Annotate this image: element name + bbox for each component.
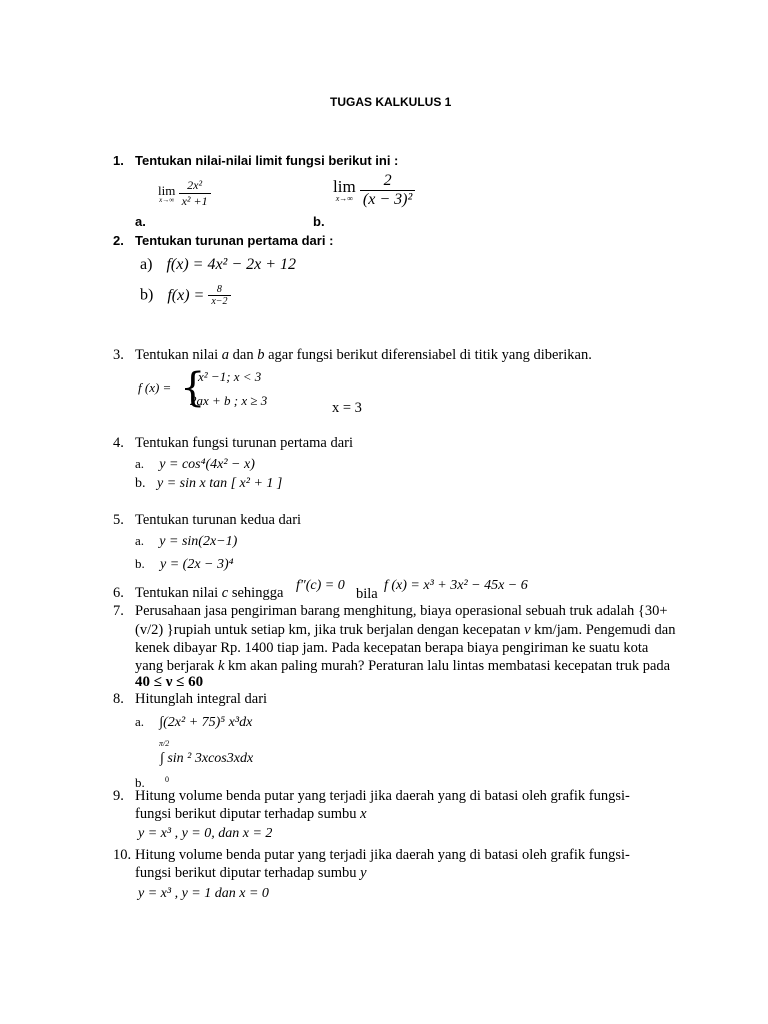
question-1-text: Tentukan nilai-nilai limit fungsi berikut ini : bbox=[135, 153, 399, 168]
question-10-text-2: fungsi berikut diputar terhadap sumbu bbox=[135, 865, 361, 881]
question-1b-formula bbox=[333, 172, 415, 209]
question-6-condition: f″(c) = 0 bbox=[296, 578, 345, 593]
question-5a bbox=[135, 533, 237, 550]
axis-y: y bbox=[360, 865, 367, 881]
question-6-function: f (x) = x³ + 3x² − 45x − 6 bbox=[384, 578, 528, 593]
question-10-formula: y = x³ , y = 1 dan x = 0 bbox=[138, 886, 269, 901]
question-5b-label: b. bbox=[135, 556, 145, 571]
question-7-line-4 bbox=[135, 658, 670, 675]
fraction-denominator-1a: x² +1 bbox=[181, 194, 208, 208]
question-7-text-4a: yang berjarak bbox=[135, 658, 218, 674]
question-4b-formula: y = sin x tan [ x² + 1 ] bbox=[157, 476, 283, 491]
question-3-point: x = 3 bbox=[332, 400, 362, 416]
question-9-line-1 bbox=[113, 788, 630, 805]
variable-c: c bbox=[221, 585, 229, 601]
question-4a bbox=[135, 456, 255, 473]
question-5b-formula: y = (2x − 3)⁴ bbox=[160, 557, 234, 572]
question-3-text-2: dan bbox=[229, 347, 258, 363]
limit-subscript-a: x→∞ bbox=[159, 195, 175, 204]
question-1a-formula bbox=[158, 178, 211, 209]
question-5b bbox=[135, 556, 234, 573]
question-7-line-2 bbox=[135, 622, 676, 639]
variable-a: a bbox=[221, 347, 230, 363]
question-9-text-2: fungsi berikut diputar terhadap sumbu bbox=[135, 806, 361, 822]
question-4-text: Tentukan fungsi turunan pertama dari bbox=[135, 435, 354, 451]
question-7-number: 7. bbox=[113, 603, 124, 619]
question-4b-label: b. bbox=[135, 476, 146, 491]
variable-v: v bbox=[524, 622, 531, 638]
question-1a-label: a. bbox=[135, 214, 146, 229]
limit-symbol-b: lim bbox=[333, 177, 356, 196]
question-4 bbox=[113, 435, 353, 452]
question-6-text-3: bila bbox=[356, 586, 378, 602]
question-2-text: Tentukan turunan pertama dari : bbox=[135, 233, 334, 248]
question-9-number: 9. bbox=[113, 788, 124, 804]
question-6-text-1: Tentukan nilai bbox=[135, 585, 222, 601]
question-5-text: Tentukan turunan kedua dari bbox=[135, 512, 302, 528]
question-2b-label: b) bbox=[140, 286, 154, 304]
question-2a-formula: f(x) = 4x² − 2x + 12 bbox=[166, 256, 297, 273]
axis-x: x bbox=[360, 806, 367, 822]
piecewise-case-2: 2ax + b ; x ≥ 3 bbox=[190, 393, 268, 408]
question-8a-label: a. bbox=[135, 714, 145, 729]
fraction-numerator-1a: 2x² bbox=[179, 178, 211, 194]
question-2b-lhs: f(x) = bbox=[167, 286, 205, 304]
question-10-number: 10. bbox=[113, 847, 132, 863]
piecewise-lhs: f (x) = bbox=[138, 380, 172, 395]
question-10-text-1: Hitung volume benda putar yang terjadi jika daerah yang di batasi oleh grafik fungsi- bbox=[135, 847, 630, 863]
question-8b-formula: ∫ sin ² 3xcos3xdx bbox=[160, 751, 254, 766]
question-7-text-2b: km/jam. Pengemudi dan bbox=[530, 622, 676, 638]
question-1b-label: b. bbox=[313, 214, 325, 229]
question-2a-label: a) bbox=[140, 256, 153, 273]
question-4a-formula: y = cos⁴(4x² − x) bbox=[159, 457, 255, 472]
integral-lower-limit: 0 bbox=[165, 775, 169, 784]
question-2-number: 2. bbox=[113, 233, 124, 248]
question-6-text-2: sehingga bbox=[228, 585, 284, 601]
question-2 bbox=[113, 233, 333, 248]
question-7-text-1: Perusahaan jasa pengiriman barang menghitung, biaya operasional sebuah truk adalah {30+ bbox=[135, 603, 668, 619]
variable-b: b bbox=[257, 347, 265, 363]
page-title: TUGAS KALKULUS 1 bbox=[330, 95, 452, 109]
integral-upper-limit: π/2 bbox=[159, 739, 170, 748]
question-3-text-3: agar fungsi berikut diferensiabel di titik yang diberikan. bbox=[264, 347, 592, 363]
question-6 bbox=[113, 585, 283, 602]
question-5 bbox=[113, 512, 301, 529]
question-7-text-2a: (v/2) }rupiah untuk setiap km, jika truk berjalan dengan kecepatan bbox=[135, 622, 525, 638]
question-3-text-1: Tentukan nilai bbox=[135, 347, 222, 363]
question-10-line-1 bbox=[113, 847, 630, 864]
question-6-number: 6. bbox=[113, 585, 124, 601]
question-3 bbox=[113, 347, 592, 364]
piecewise-brace: { bbox=[180, 365, 206, 411]
question-5-number: 5. bbox=[113, 512, 124, 528]
piecewise-case-1: x² −1; x < 3 bbox=[198, 369, 262, 384]
limit-subscript-b: x→∞ bbox=[335, 194, 353, 203]
question-7-line-5: 40 ≤ ν ≤ 60 bbox=[135, 674, 204, 690]
question-1 bbox=[113, 153, 398, 168]
question-9-text-1: Hitung volume benda putar yang terjadi jika daerah yang di batasi oleh grafik fungsi- bbox=[135, 788, 630, 804]
question-9-line-2 bbox=[135, 806, 367, 823]
fraction-denominator-1b: (x − 3)² bbox=[362, 191, 413, 208]
question-3-number: 3. bbox=[113, 347, 124, 363]
question-7-line-1 bbox=[113, 603, 668, 620]
limit-symbol-a: lim bbox=[158, 182, 176, 198]
question-5a-formula: y = sin(2x−1) bbox=[159, 534, 238, 549]
question-1-number: 1. bbox=[113, 153, 124, 168]
question-8b-label: b. bbox=[135, 775, 145, 790]
question-8 bbox=[113, 691, 267, 708]
question-8a-formula: ∫(2x² + 75)⁵ x³dx bbox=[159, 715, 253, 730]
question-8a bbox=[135, 714, 252, 731]
variable-k: k bbox=[217, 658, 225, 674]
question-4-number: 4. bbox=[113, 435, 124, 451]
question-5a-label: a. bbox=[135, 533, 145, 548]
question-7-text-4b: km akan paling murah? Peraturan lalu lintas membatasi kecepatan truk pada bbox=[224, 658, 671, 674]
question-2b bbox=[140, 284, 231, 307]
fraction-numerator-2b: 8 bbox=[208, 284, 230, 296]
question-9-formula: y = x³ , y = 0, dan x = 2 bbox=[138, 826, 273, 841]
question-4a-label: a. bbox=[135, 456, 145, 471]
question-2a bbox=[140, 256, 296, 274]
fraction-denominator-2b: x−2 bbox=[211, 296, 228, 307]
question-4b bbox=[135, 476, 282, 492]
question-8-text: Hitunglah integral dari bbox=[135, 691, 268, 707]
question-8-number: 8. bbox=[113, 691, 124, 707]
fraction-numerator-1b: 2 bbox=[360, 172, 415, 191]
question-7-line-3: kenek dibayar Rp. 1400 tiap jam. Pada kecepatan berapa biaya pengiriman ke suatu kota bbox=[135, 640, 649, 656]
question-10-line-2 bbox=[135, 865, 367, 882]
